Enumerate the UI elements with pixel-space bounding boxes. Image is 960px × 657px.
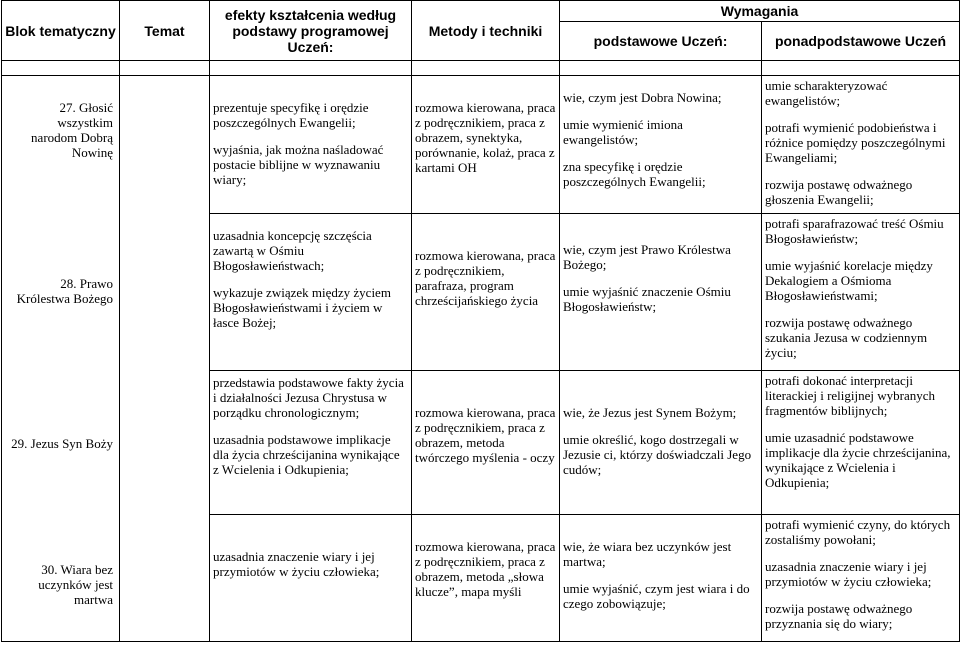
methods-cell xyxy=(412,214,560,370)
basic-item: zna specyfikę i orędzie poszczególnych Ewangelii; xyxy=(563,159,706,189)
outcome-item: wyjaśnia, jak można naśladować postacie biblijne w wyznawaniu wiary; xyxy=(213,142,384,187)
curriculum-table xyxy=(1,0,960,642)
header-advanced: ponadpodstawowe Uczeń xyxy=(762,22,960,61)
header-block: Blok tematyczny xyxy=(2,1,120,61)
outcome-item: przedstawia podstawowe fakty życia i działalności Jezusa Chrystusa w porządku chronologicznym; xyxy=(213,374,404,420)
methods-cell xyxy=(412,370,560,514)
advanced-item: rozwija postawę odważnego szukania Jezusa w codziennym życiu; xyxy=(765,315,928,361)
header-basic: podstawowe Uczeń: xyxy=(560,22,762,61)
advanced-cell xyxy=(762,76,960,214)
methods-text: rozmowa kierowana, praca z podręcznikiem, praca z obrazem, metoda „słowa klucze”, mapa myśli xyxy=(415,538,556,599)
basic-cell xyxy=(560,514,762,641)
basic-item: wie, że wiara bez uczynków jest martwa; xyxy=(563,538,732,569)
basic-cell xyxy=(560,370,762,514)
advanced-item: rozwija postawę odważnego głoszenia Ewangelii; xyxy=(765,177,913,207)
table-row xyxy=(2,76,960,214)
topic-27: 27. Głosić wszystkim narodom Dobrą Nowinę xyxy=(31,100,113,160)
topic-column xyxy=(120,76,210,642)
outcome-item: uzasadnia koncepcję szczęścia zawartą w Ośmiu Błogosławieństwach; xyxy=(213,228,372,274)
advanced-item: umie uzasadnić podstawowe implikacje dla życie chrześcijanina, wynikające z Wcielenia i Odkupienia; xyxy=(765,429,951,490)
topic-29: 29. Jezus Syn Boży xyxy=(11,436,113,451)
basic-cell xyxy=(560,214,762,370)
methods-text: rozmowa kierowana, praca z podręcznikiem, parafraza, program chrześcijańskiego życia xyxy=(415,248,556,309)
outcomes-cell xyxy=(210,370,412,514)
advanced-cell xyxy=(762,214,960,370)
outcome-item: wykazuje związek między życiem Błogosławieństwami i życiem w łasce Bożej; xyxy=(213,285,391,331)
advanced-item: uzasadnia znaczenie wiary i jej przymiotów w życiu człowieka; xyxy=(765,558,932,589)
outcomes-cell xyxy=(210,514,412,641)
advanced-cell xyxy=(762,514,960,641)
header-outcomes: efekty kształcenia według podstawy programowej Uczeń: xyxy=(210,1,412,61)
methods-cell xyxy=(412,76,560,214)
header-requirements: Wymagania xyxy=(560,1,960,22)
basic-item: umie wyjaśnić znaczenie Ośmiu Błogosławieństw; xyxy=(563,284,731,315)
header-row xyxy=(2,1,960,22)
header-methods: Metody i techniki xyxy=(412,1,560,61)
outcomes-cell xyxy=(210,76,412,214)
outcomes-cell xyxy=(210,214,412,370)
methods-text: rozmowa kierowana, praca z podręcznikiem, praca z obrazem, synektyka, porównanie, kolaż, praca z kartami OH xyxy=(415,100,556,175)
basic-item: wie, że Jezus jest Synem Bożym; xyxy=(563,404,737,420)
basic-item: umie określić, kogo dostrzegali w Jezusie ci, którzy doświadczali Jego cudów; xyxy=(563,431,752,477)
advanced-item: umie wyjaśnić korelacje między Dekalogiem a Ośmioma Błogosławieństwami; xyxy=(765,258,933,304)
advanced-item: umie scharakteryzować ewangelistów; xyxy=(765,78,888,108)
spacer-row xyxy=(2,61,960,76)
topic-30: 30. Wiara bez uczynków jest martwa xyxy=(38,562,113,607)
basic-item: wie, czym jest Prawo Królestwa Bożego; xyxy=(563,242,731,273)
advanced-item: potrafi dokonać interpretacji literackiej i religijnej wybranych fragmentów biblijnych; xyxy=(765,372,936,418)
advanced-item: potrafi wymienić podobieństwa i różnice pomiędzy poszczególnymi Ewangeliami; xyxy=(765,120,946,165)
header-topic: Temat xyxy=(120,1,210,61)
methods-cell xyxy=(412,514,560,641)
basic-item: wie, czym jest Dobra Nowina; xyxy=(563,90,722,105)
advanced-item: potrafi wymienić czyny, do których zostaliśmy powołani; xyxy=(765,516,951,547)
topic-28: 28. Prawo Królestwa Bożego xyxy=(16,276,113,306)
outcome-item: uzasadnia podstawowe implikacje dla życia chrześcijanina wynikające z Wcielenia i Odkupienia; xyxy=(213,431,400,477)
outcome-item: uzasadnia znaczenie wiary i jej przymiotów w życiu człowieka; xyxy=(213,548,380,579)
outcome-item: prezentuje specyfikę i orędzie poszczególnych Ewangelii; xyxy=(213,100,369,130)
block-cell xyxy=(2,76,120,642)
methods-text: rozmowa kierowana, praca z podręcznikiem, praca z obrazem, metoda twórczego myślenia - oczy xyxy=(415,404,556,465)
basic-item: umie wyjaśnić, czym jest wiara i do czego zobowiązuje; xyxy=(563,580,750,611)
basic-item: umie wymienić imiona ewangelistów; xyxy=(563,117,683,147)
advanced-item: rozwija postawę odważnego przyznania się do wiary; xyxy=(765,600,913,631)
basic-cell xyxy=(560,76,762,214)
advanced-cell xyxy=(762,370,960,514)
advanced-item: potrafi sparafrazować treść Ośmiu Błogosławieństw; xyxy=(765,216,944,247)
